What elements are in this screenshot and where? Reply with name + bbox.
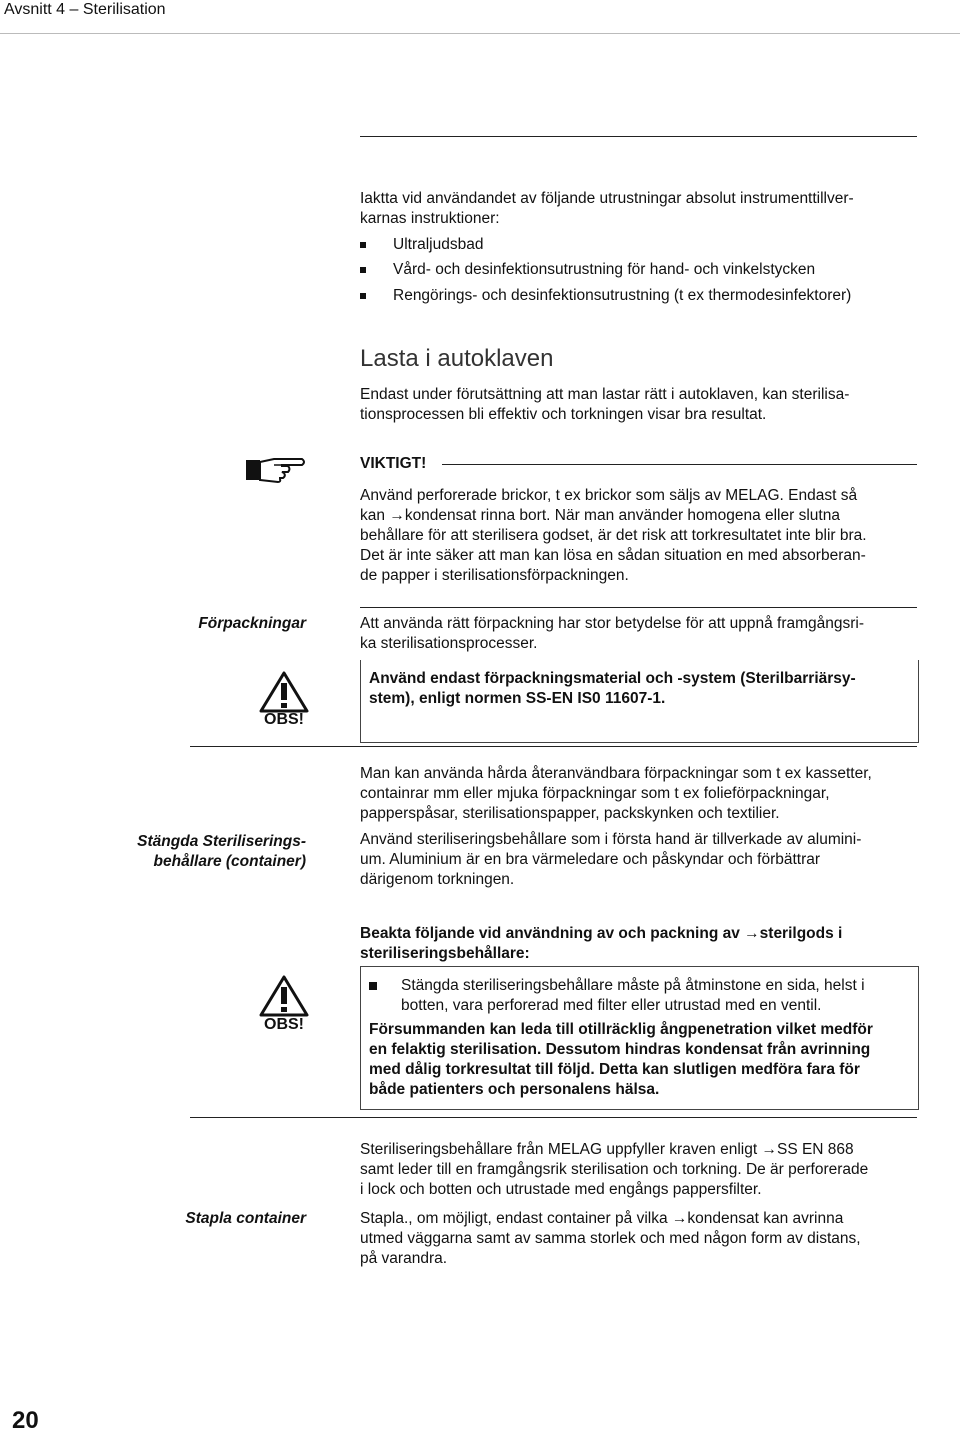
- stapla-text: [360, 1209, 925, 1269]
- text-line: med dålig torkresultat till följd. Detta kan slutligen medföra fara för: [369, 1061, 860, 1078]
- obs-label: OBS!: [264, 711, 304, 728]
- text-line: på varandra.: [360, 1250, 448, 1267]
- section-rule: [360, 607, 917, 608]
- text-line: steriliseringsbehållare:: [360, 945, 530, 962]
- text-line: containrar mm eller mjuka förpackningar som t ex folieförpackningar,: [360, 785, 830, 802]
- bullet-icon: [360, 242, 366, 248]
- text-line: ka sterilisationsprocesser.: [360, 635, 538, 652]
- text-line: tionsprocessen bli effektiv och torkningen visar bra resultat.: [360, 406, 767, 423]
- viktigt-label: VIKTIGT!: [360, 455, 427, 472]
- beakta-box: [360, 966, 919, 1110]
- text-line: Att använda rätt förpackning har stor betydelse för att uppnå framgångsri-: [360, 615, 865, 632]
- text-line: Beakta följande vid användning av och packning av →sterilgods i: [360, 925, 843, 942]
- text-line: både patienters och personalens hälsa.: [369, 1081, 660, 1098]
- bullet-icon: [369, 982, 377, 990]
- beakta-heading: [360, 924, 925, 964]
- arrow-icon: →: [761, 1141, 777, 1158]
- text-line: papperspåsar, sterilisationspapper, packskynken och textilier.: [360, 805, 780, 822]
- text-line: stem), enligt normen SS-EN IS0 11607-1.: [369, 690, 666, 707]
- intro-line-1: Iaktta vid användandet av följande utrustningar absolut instrumenttillver-: [360, 190, 854, 207]
- stangda-para-2: [360, 830, 925, 890]
- text-line: kan →kondensat rinna bort. När man använder homogena eller slutna: [360, 507, 840, 524]
- list-item: Stängda steriliseringsbehållare måste på åtminstone en sida, helst i botten, vara perforerad med filter eller utrustad med en ventil.: [369, 976, 914, 1016]
- warning-box: [360, 660, 919, 743]
- text-line: i lock och botten och utrustade med engångs pappersfilter.: [360, 1181, 762, 1198]
- melag-text: [360, 1140, 925, 1200]
- section-rule: [190, 746, 917, 747]
- text-line: utmed väggarna samt av samma storlek och med någon form av distans,: [360, 1230, 861, 1247]
- text-line: Stapla., om möjligt, endast container på vilka →kondensat kan avrinna: [360, 1210, 844, 1227]
- side-label-forpackningar: Förpackningar: [198, 615, 306, 632]
- text-line: därigenom torkningen.: [360, 871, 515, 888]
- text-line: samt leder till en framgångsrik sterilisation och torkning. De är perforerade: [360, 1161, 869, 1178]
- obs-label: OBS!: [264, 1016, 304, 1033]
- text-line: Steriliseringsbehållare från MELAG uppfyller kraven enligt →SS EN 868: [360, 1141, 854, 1158]
- arrow-icon: →: [671, 1210, 688, 1227]
- beakta-warning-text: [369, 1020, 917, 1100]
- arrow-icon: →: [389, 507, 405, 524]
- text-line: Använd endast förpackningsmaterial och -system (Sterilbarriärsy-: [369, 670, 856, 687]
- bullet-icon: [360, 293, 366, 299]
- warning-text: [369, 669, 856, 709]
- running-header: Avsnitt 4 – Sterilisation: [4, 1, 166, 18]
- page-number: 20: [12, 1407, 39, 1434]
- intro-line-2: karnas instruktioner:: [360, 210, 500, 227]
- text-line: Endast under förutsättning att man lastar rätt i autoklaven, kan sterilisa-: [360, 386, 850, 403]
- forpackningar-text: [360, 614, 925, 654]
- text-line: en felaktig sterilisation. Dessutom hindras kondensat från avrinning: [369, 1041, 871, 1058]
- list-item: Ultraljudsbad: [360, 235, 920, 255]
- text-line: Det är inte säker att man kan lösa en sådan situation en med absorberan-: [360, 547, 866, 564]
- section-heading: Lasta i autoklaven: [360, 345, 554, 372]
- intro-bullet-list: [360, 235, 920, 306]
- viktigt-text: [360, 486, 925, 586]
- list-item: Vård- och desinfektionsutrustning för hand- och vinkelstycken: [360, 260, 920, 280]
- text-line: Försummanden kan leda till otillräcklig ångpenetration vilket medför: [369, 1021, 873, 1038]
- list-item: Rengörings- och desinfektionsutrustning (t ex thermodesinfektorer): [360, 286, 920, 306]
- bullet-icon: [360, 267, 366, 273]
- intro-text: [360, 189, 920, 229]
- arrow-icon: →: [744, 925, 760, 942]
- section-rule-top: [360, 136, 917, 137]
- pointing-hand-icon: [244, 454, 308, 489]
- text-line: Använd perforerade brickor, t ex brickor som säljs av MELAG. Endast så: [360, 487, 858, 504]
- text-line: Man kan använda hårda återanvändbara förpackningar som t ex kassetter,: [360, 765, 872, 782]
- text-line: um. Aluminium är en bra värmeledare och påskyndar och förbättrar: [360, 851, 821, 868]
- viktigt-rule: [442, 464, 917, 465]
- text-line: de papper i sterilisationsförpackningen.: [360, 567, 629, 584]
- text-line: Använd steriliseringsbehållare som i första hand är tillverkade av alumini-: [360, 831, 862, 848]
- text-line: behållare för att sterilisera godset, är det risk att torkresultatet inte blir bra.: [360, 527, 867, 544]
- stangda-para-1: [360, 764, 925, 824]
- beakta-bullet: [369, 976, 914, 1016]
- header-rule: [0, 33, 960, 34]
- lasta-text: [360, 385, 920, 425]
- section-rule: [190, 1117, 917, 1118]
- side-label-stangda: Stängda Steriliserings- behållare (container): [137, 833, 306, 870]
- side-label-stapla: Stapla container: [185, 1210, 306, 1227]
